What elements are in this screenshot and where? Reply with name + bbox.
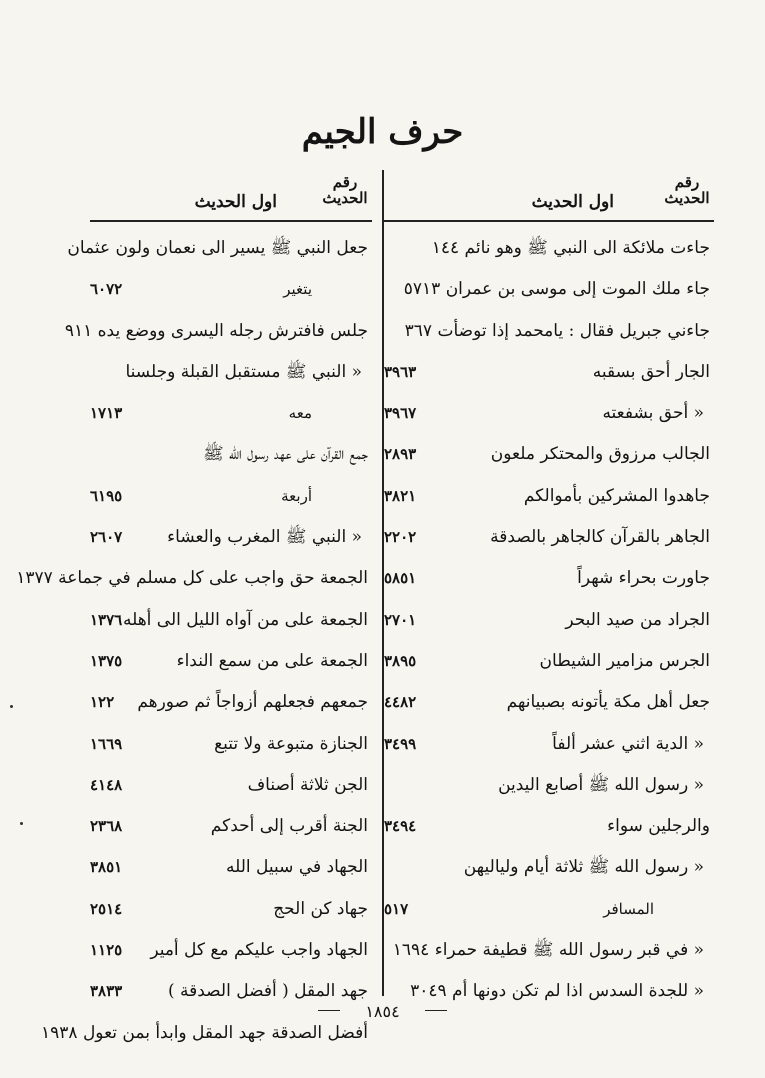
- index-entry: [384, 434, 714, 475]
- hadith-number: ٢٧٠١: [384, 610, 417, 629]
- hadith-number: ٦٠٧٢: [90, 280, 123, 299]
- hadith-opening: جعل النبي ﷺ يسير الى نعمان ولون عثمان: [67, 238, 368, 258]
- hadith-opening: جاءت ملائكة الى النبي ﷺ وهو نائم ١٤٤: [431, 238, 710, 258]
- hadith-number: ٣٨٢١: [384, 486, 417, 505]
- hadith-number: ٣٩٦٣: [384, 362, 417, 381]
- index-entry: [384, 476, 714, 517]
- hadith-opening: جاهدوا المشركين بأموالكم: [523, 485, 710, 506]
- hadith-opening: « الدية اثني عشر ألفاً: [552, 733, 704, 754]
- index-entry: [90, 930, 372, 971]
- index-entry: [64, 311, 372, 352]
- hadith-opening: الجراد من صيد البحر: [565, 609, 710, 630]
- hadith-opening: « النبي ﷺ المغرب والعشاء: [167, 527, 362, 548]
- hadith-number: ٣٨٥١: [90, 858, 123, 877]
- hadith-opening: الجنة أقرب إلى أحدكم: [210, 816, 368, 837]
- hadith-number: ٢٦٠٧: [90, 528, 123, 547]
- index-entry: [384, 930, 714, 971]
- index-entry: [90, 641, 372, 682]
- hadith-number: ١٣٧٥: [90, 651, 123, 670]
- hadith-opening: والرجلين سواء: [607, 816, 710, 837]
- hadith-opening: « رسول الله ﷺ أصابع اليدين: [498, 774, 704, 795]
- column-header: [90, 170, 372, 222]
- hadith-opening: جمع القرآن على عهد رسول الله ﷺ: [203, 444, 368, 465]
- index-entry: [90, 393, 372, 434]
- number-header: رقم الحديث: [664, 173, 710, 207]
- text-header: اول الحديث: [531, 192, 614, 212]
- hadith-opening: الجمعة على من سمع النداء: [176, 650, 368, 671]
- text-header: اول الحديث: [194, 192, 277, 212]
- index-entry: [90, 847, 372, 888]
- index-entry: [384, 765, 714, 806]
- hadith-number: ٥٨٥١: [384, 569, 417, 588]
- index-entry: [16, 558, 372, 599]
- hadith-number: ١٧١٣: [90, 404, 123, 423]
- hadith-opening: الجالب مرزوق والمحتكر ملعون: [490, 444, 710, 465]
- index-entry: [90, 434, 372, 475]
- hadith-opening: الجمعة حق واجب على كل مسلم في جماعة ١٣٧٧: [16, 568, 368, 589]
- hadith-number: ٢٣٦٨: [90, 817, 123, 836]
- hadith-number: ١٢٢: [90, 693, 115, 712]
- index-entry: [384, 641, 714, 682]
- hadith-number: ٣٨٣٣: [90, 982, 123, 1001]
- entries-list: [384, 222, 714, 1013]
- index-entry: [384, 889, 714, 930]
- hadith-number: ٣٨٩٥: [384, 651, 417, 670]
- hadith-number: ٣٤٩٤: [384, 817, 417, 836]
- number-header: رقم الحديث: [322, 173, 368, 207]
- index-entry: [90, 517, 372, 558]
- hadith-opening: الجهاد في سبيل الله: [226, 857, 368, 878]
- hadith-number: ٢٨٩٣: [384, 445, 417, 464]
- hadith-number: ٥١٧: [384, 899, 409, 918]
- hadith-opening: « أحق بشفعته: [602, 403, 704, 424]
- index-entry: [384, 228, 714, 269]
- index-entry: [90, 269, 372, 310]
- hadith-opening: جاء ملك الموت إلى موسى بن عمران ٥٧١٣: [403, 279, 710, 300]
- hadith-opening: يتغير: [283, 280, 312, 299]
- entries-list: [16, 222, 372, 1054]
- scan-speck: [20, 822, 23, 825]
- column-header: [384, 170, 714, 222]
- index-entry: [384, 600, 714, 641]
- hadith-opening: « النبي ﷺ مستقبل القبلة وجلسنا: [125, 361, 362, 382]
- index-entry: [90, 806, 372, 847]
- index-entry: [384, 724, 714, 765]
- hadith-opening: « رسول الله ﷺ ثلاثة أيام ولياليهن: [463, 857, 704, 878]
- index-entry: [384, 847, 714, 888]
- index-entry: [90, 352, 372, 393]
- hadith-opening: الجار أحق بسقبه: [592, 361, 710, 382]
- hadith-opening: جلس فافترش رجله اليسرى ووضع يده ٩١١: [64, 320, 368, 341]
- hadith-opening: معه: [288, 404, 312, 423]
- index-entry: [90, 476, 372, 517]
- hadith-opening: جمعهم فجعلهم أزواجاً ثم صورهم: [137, 692, 368, 713]
- hadith-opening: المسافر: [603, 899, 654, 918]
- hadith-opening: « للجدة السدس اذا لم تكن دونها أم ٣٠٤٩: [410, 981, 704, 1002]
- index-entry: [67, 228, 372, 269]
- hadith-number: ١١٢٥: [90, 941, 123, 960]
- hadith-opening: جهاد كن الحج: [273, 898, 368, 919]
- hadith-number: ١٣٧٦: [90, 610, 123, 629]
- index-entry: [384, 682, 714, 723]
- index-entry: [384, 352, 714, 393]
- index-entry: [384, 806, 714, 847]
- index-entry: [90, 889, 372, 930]
- hadith-opening: الجرس مزامير الشيطان: [539, 650, 710, 671]
- hadith-opening: جاورت بحراء شهراً: [577, 568, 710, 589]
- page-title: حرف الجيم: [301, 112, 464, 152]
- index-entry: [384, 269, 714, 310]
- hadith-number: ٦١٩٥: [90, 486, 123, 505]
- hadith-opening: « في قبر رسول الله ﷺ قطيفة حمراء ١٦٩٤: [392, 940, 704, 961]
- index-column-left: [16, 170, 372, 1043]
- index-entry: [90, 600, 372, 641]
- index-entry: [384, 311, 714, 352]
- hadith-opening: الجن ثلاثة أصناف: [247, 774, 368, 795]
- hadith-number: ٤٤٨٢: [384, 693, 417, 712]
- hadith-number: ٤١٤٨: [90, 775, 123, 794]
- index-entry: [90, 724, 372, 765]
- index-entry: [90, 765, 372, 806]
- index-entry: [384, 393, 714, 434]
- index-entry: [90, 682, 372, 723]
- hadith-opening: الجهاد واجب عليكم مع كل أمير: [150, 940, 368, 961]
- hadith-opening: الجمعة على من آواه الليل الى أهله: [122, 609, 368, 630]
- hadith-opening: جهد المقل ( أفضل الصدقة ): [167, 981, 368, 1002]
- hadith-opening: أفضل الصدقة جهد المقل وابدأ بمن تعول ١٩٣٨: [41, 1022, 368, 1043]
- index-entry: [384, 517, 714, 558]
- hadith-opening: جاءني جبريل فقال : يامحمد إذا توضأت ٣٦٧: [404, 320, 710, 341]
- hadith-number: ٢٢٠٢: [384, 528, 417, 547]
- hadith-opening: الجاهر بالقرآن كالجاهر بالصدقة: [490, 527, 710, 548]
- hadith-opening: جعل أهل مكة يأتونه بصبيانهم: [506, 692, 710, 713]
- index-entry: [384, 558, 714, 599]
- scan-speck: [10, 705, 13, 708]
- hadith-number: ٣٩٦٧: [384, 404, 417, 423]
- page-number: ١٨٥٤: [365, 1002, 400, 1021]
- hadith-number: ١٦٦٩: [90, 734, 123, 753]
- hadith-opening: أربعة: [281, 486, 312, 505]
- hadith-number: ٣٤٩٩: [384, 734, 417, 753]
- index-column-right: [382, 170, 714, 1002]
- hadith-number: ٢٥١٤: [90, 899, 123, 918]
- hadith-opening: الجنازة متبوعة ولا تتبع: [214, 733, 368, 754]
